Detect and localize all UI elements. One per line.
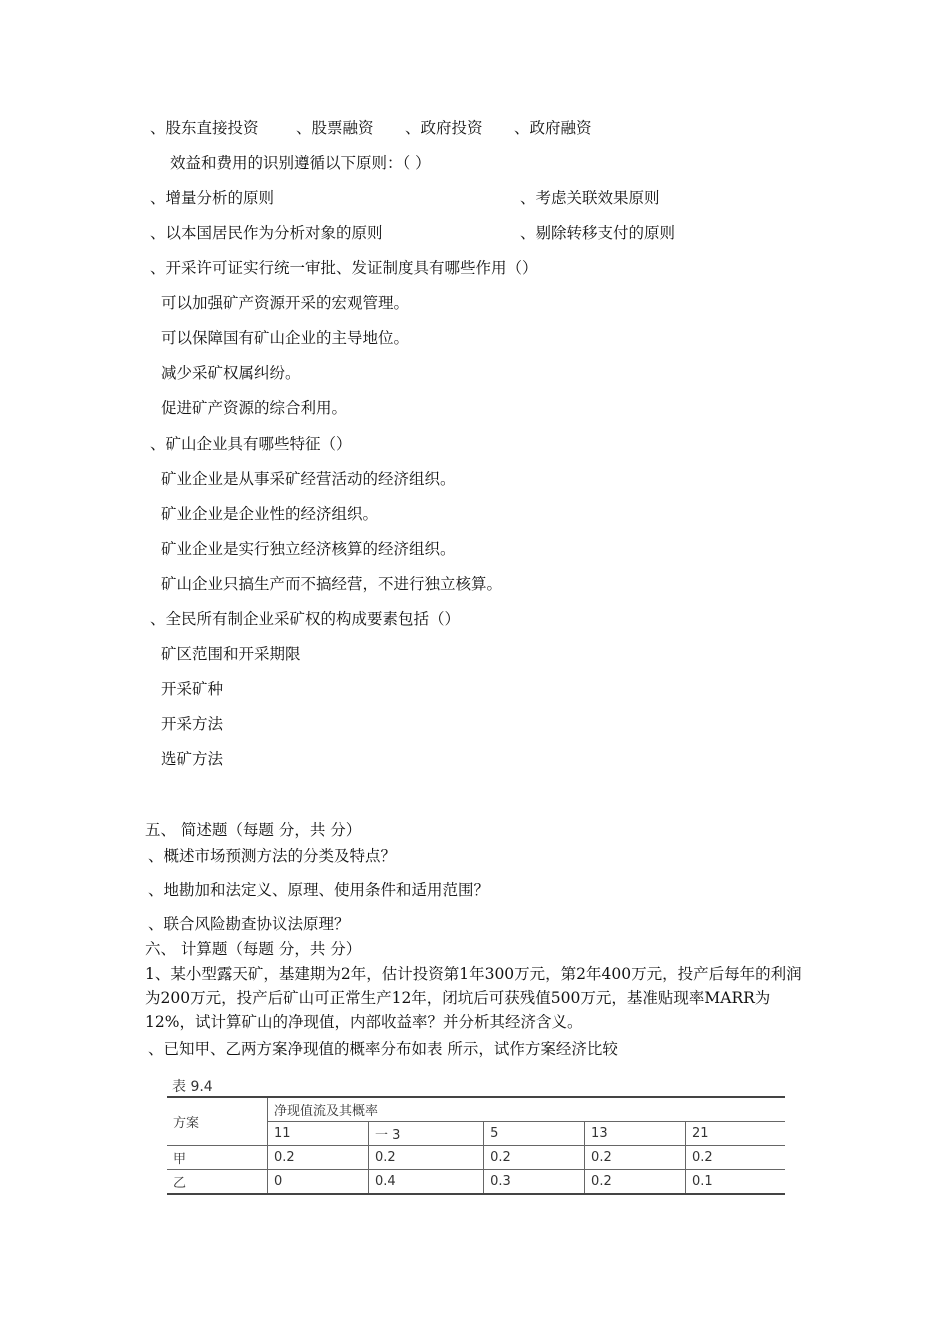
option-b: 开采矿种 bbox=[161, 680, 224, 698]
table-header-group: 净现值流及其概率 bbox=[268, 1097, 786, 1122]
table-cell: 0.1 bbox=[686, 1170, 785, 1195]
table-header-value: 11 bbox=[268, 1122, 369, 1146]
table-header-value: 13 bbox=[585, 1122, 686, 1146]
option-b: 可以保障国有矿山企业的主导地位。 bbox=[161, 329, 410, 347]
table-cell: 0.2 bbox=[585, 1146, 686, 1170]
table-cell: 0.2 bbox=[585, 1170, 686, 1195]
table-row-name: 甲 bbox=[167, 1146, 268, 1170]
option-c: 、以本国居民作为分析对象的原则 bbox=[150, 224, 383, 242]
option-d: 、政府融资 bbox=[514, 119, 592, 137]
table-cell: 0.4 bbox=[368, 1170, 483, 1195]
table-header-value: 21 bbox=[686, 1122, 785, 1146]
short-answer-question: 、联合风险勘查协议法原理？ bbox=[148, 915, 350, 933]
table-row bbox=[167, 1146, 785, 1170]
table-row bbox=[167, 1170, 785, 1195]
short-answer-question: 、地勘加和法定义、原理、使用条件和适用范围？ bbox=[148, 881, 490, 899]
table-cell: 0.2 bbox=[268, 1146, 369, 1170]
question-stem: 效益和费用的识别遵循以下原则：（ ） bbox=[170, 154, 431, 172]
short-answer-question: 、概述市场预测方法的分类及特点？ bbox=[148, 847, 397, 865]
question-stem: 、全民所有制企业采矿权的构成要素包括（） bbox=[150, 610, 461, 628]
option-b: 、考虑关联效果原则 bbox=[520, 189, 660, 207]
option-a: 可以加强矿产资源开采的宏观管理。 bbox=[161, 294, 410, 312]
question-stem: 、开采许可证实行统一审批、发证制度具有哪些作用（） bbox=[150, 259, 538, 277]
option-c: 、政府投资 bbox=[405, 119, 483, 137]
table-header-value: 一 3 bbox=[368, 1122, 483, 1146]
option-c: 矿业企业是实行独立经济核算的经济组织。 bbox=[161, 540, 456, 558]
option-a: 矿区范围和开采期限 bbox=[161, 645, 301, 663]
section-heading: 五、 简述题（每题 分，共 分） bbox=[145, 821, 362, 839]
table-cell: 0 bbox=[268, 1170, 369, 1195]
option-d: 、剔除转移支付的原则 bbox=[520, 224, 676, 242]
option-a: 、股东直接投资 bbox=[150, 119, 259, 137]
table-caption: 表 9.4 bbox=[172, 1079, 213, 1095]
question-stem: 、矿山企业具有哪些特征（） bbox=[150, 435, 352, 453]
table-cell: 0.2 bbox=[484, 1146, 585, 1170]
option-b: 、股票融资 bbox=[296, 119, 374, 137]
probability-table bbox=[167, 1096, 785, 1195]
option-c: 减少采矿权属纠纷。 bbox=[161, 364, 301, 382]
calculation-question-1: 1、某小型露天矿，基建期为2年，估计投资第1年300万元，第2年400万元，投产后每年的利润为200万元，投产后矿山可正常生产12年，闭坑后可获残值500万元，基准贴现率MARR为12%，试计算矿山的净现值，内部收益率？并分析其经济含义。 bbox=[145, 965, 802, 1031]
option-c: 开采方法 bbox=[161, 715, 224, 733]
option-d: 矿山企业只搞生产而不搞经营，不进行独立核算。 bbox=[161, 575, 503, 593]
table-cell: 0.3 bbox=[484, 1170, 585, 1195]
option-d: 促进矿产资源的综合利用。 bbox=[161, 399, 348, 417]
table-row-name: 乙 bbox=[167, 1170, 268, 1195]
table-cell: 0.2 bbox=[686, 1146, 785, 1170]
option-d: 选矿方法 bbox=[161, 750, 224, 768]
table-cell: 0.2 bbox=[368, 1146, 483, 1170]
option-a: 、增量分析的原则 bbox=[150, 189, 275, 207]
option-b: 矿业企业是企业性的经济组织。 bbox=[161, 505, 379, 523]
table-header-value: 5 bbox=[484, 1122, 585, 1146]
option-a: 矿业企业是从事采矿经营活动的经济组织。 bbox=[161, 470, 456, 488]
table-header-scheme: 方案 bbox=[167, 1097, 268, 1146]
calculation-question-2: 、已知甲、乙两方案净现值的概率分布如表 所示，试作方案经济比较 bbox=[148, 1040, 618, 1058]
section-heading: 六、 计算题（每题 分，共 分） bbox=[145, 940, 362, 958]
